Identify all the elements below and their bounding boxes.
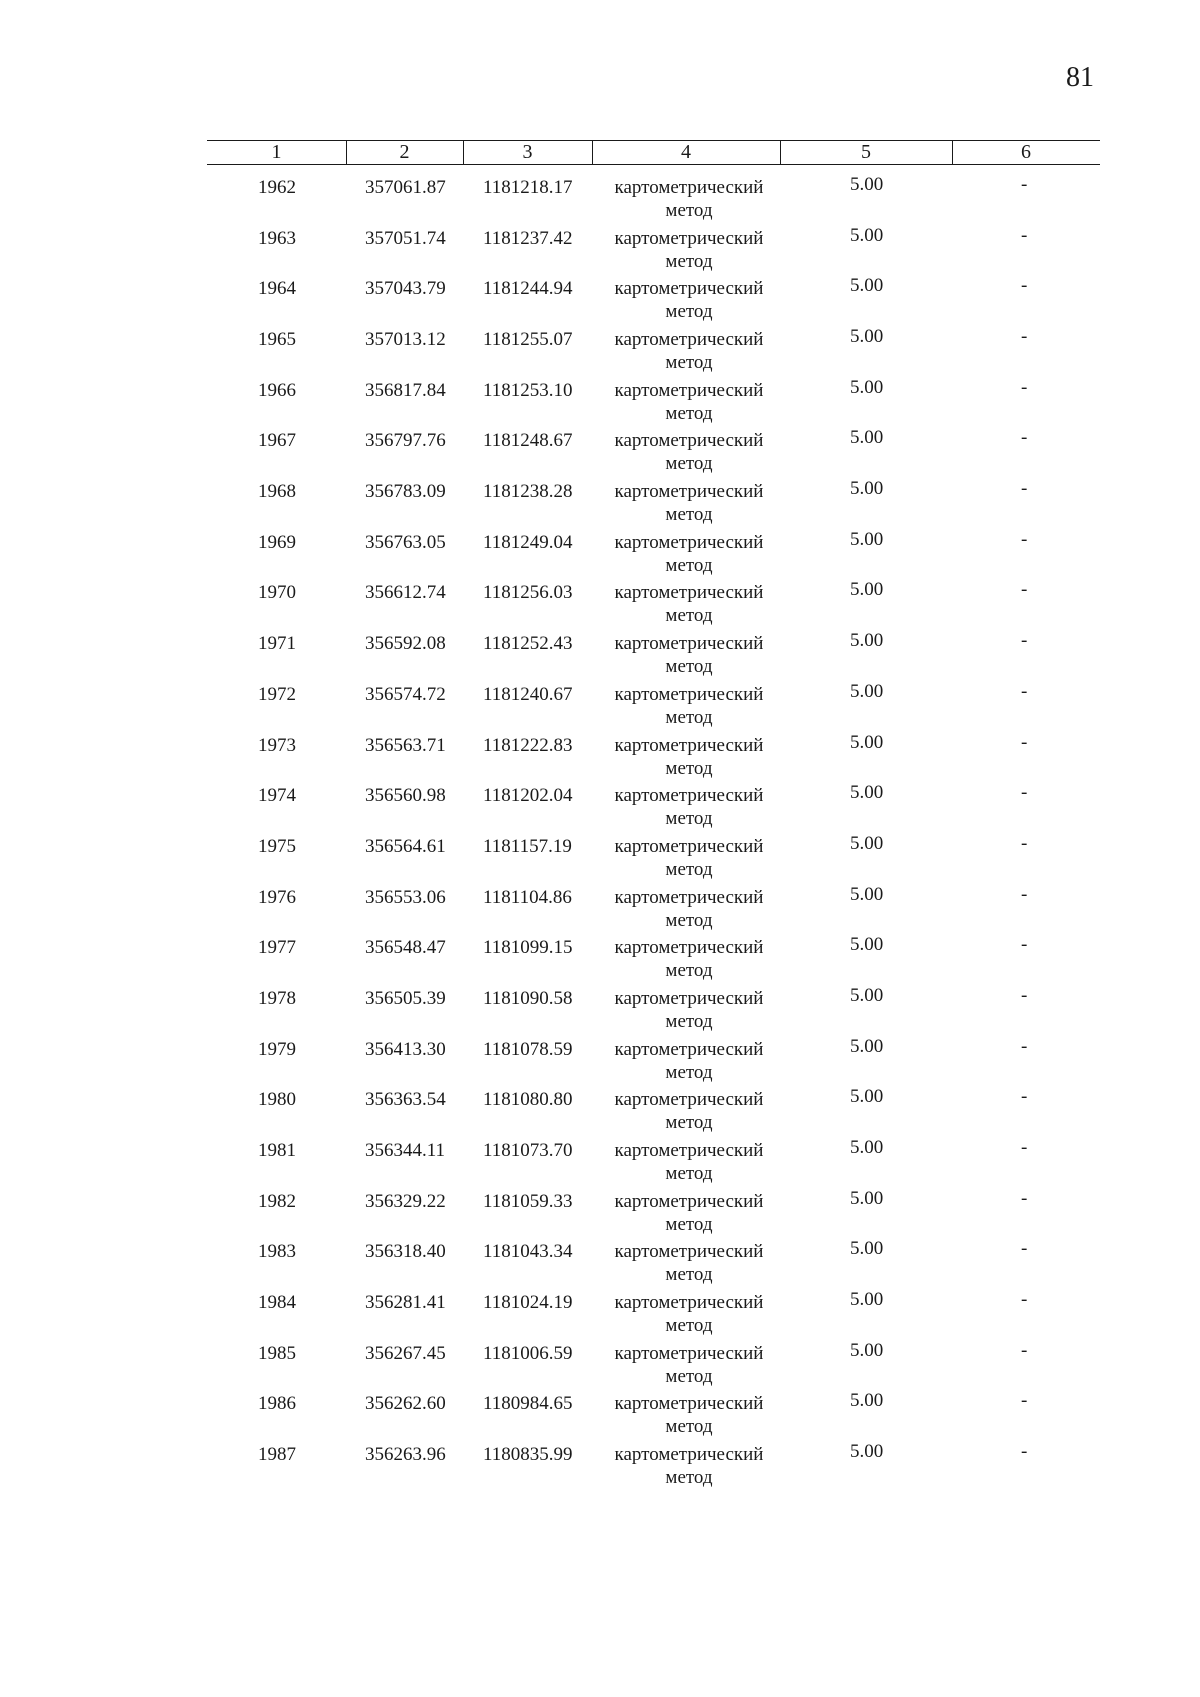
cell-x-coordinate: 357043.79: [365, 278, 446, 300]
cell-note: -: [1021, 478, 1028, 500]
cell-point-number: 1970: [258, 582, 296, 604]
cell-accuracy: 5.00: [850, 984, 884, 1006]
cell-y-coordinate: 1181043.34: [483, 1241, 573, 1263]
column-header-3: 3: [522, 141, 533, 163]
column-header-5: 5: [861, 141, 871, 163]
cell-x-coordinate: 356363.54: [365, 1089, 446, 1111]
cell-method: картометрический метод: [614, 1342, 764, 1387]
cell-point-number: 1962: [258, 177, 296, 198]
cell-y-coordinate: 1180835.99: [483, 1444, 573, 1465]
cell-accuracy: 5.00: [850, 478, 884, 500]
cell-method: картометрический метод: [614, 177, 764, 221]
cell-note: -: [1021, 224, 1028, 246]
cell-method: картометрический метод: [614, 379, 764, 424]
table-row: [0, 936, 1200, 986]
cell-x-coordinate: 356763.05: [365, 531, 446, 553]
cell-note: -: [1021, 680, 1028, 702]
cell-note: -: [1021, 376, 1028, 398]
cell-note: -: [1021, 630, 1028, 652]
cell-point-number: 1964: [258, 278, 296, 300]
table-row: [0, 1136, 1200, 1189]
cell-accuracy: 5.00: [850, 934, 884, 956]
cell-x-coordinate: 356797.76: [365, 430, 446, 452]
cell-note: -: [1021, 731, 1028, 753]
cell-method: картометрический метод: [614, 582, 764, 627]
cell-method: картометрический метод: [614, 430, 764, 475]
cell-method: картометрический метод: [614, 1393, 764, 1438]
cell-accuracy: 5.00: [850, 1136, 884, 1158]
cell-x-coordinate: 356262.60: [365, 1393, 446, 1415]
table-row: [0, 1392, 1200, 1442]
table-row: [0, 731, 1200, 784]
cell-note: -: [1021, 579, 1028, 601]
cell-y-coordinate: 1181006.59: [483, 1342, 573, 1364]
cell-note: -: [1021, 1187, 1028, 1209]
cell-method: картометрический метод: [614, 278, 764, 323]
cell-x-coordinate: 356553.06: [365, 886, 446, 908]
cell-note: -: [1021, 174, 1028, 195]
table-row: [0, 1291, 1200, 1341]
cell-point-number: 1971: [258, 633, 296, 655]
table-row: [0, 224, 1200, 277]
cell-point-number: 1984: [258, 1292, 296, 1313]
cell-note: -: [1021, 1441, 1028, 1462]
cell-x-coordinate: 356560.98: [365, 785, 446, 807]
cell-accuracy: 5.00: [850, 528, 884, 550]
cell-accuracy: 5.00: [850, 174, 884, 195]
table-row: [0, 832, 1200, 885]
cell-y-coordinate: 1181248.67: [483, 430, 573, 452]
cell-method: картометрический метод: [614, 886, 764, 931]
cell-y-coordinate: 1181238.28: [483, 481, 573, 503]
cell-x-coordinate: 357013.12: [365, 329, 446, 350]
cell-note: -: [1021, 275, 1028, 297]
cell-point-number: 1977: [258, 937, 296, 959]
cell-note: -: [1021, 427, 1028, 449]
cell-x-coordinate: 356574.72: [365, 683, 446, 705]
cell-point-number: 1982: [258, 1190, 296, 1212]
table-row: [0, 328, 1200, 378]
cell-accuracy: 5.00: [850, 1187, 884, 1209]
cell-x-coordinate: 356344.11: [365, 1139, 446, 1161]
cell-y-coordinate: 1181218.17: [483, 177, 573, 198]
cell-point-number: 1980: [258, 1089, 296, 1111]
cell-accuracy: 5.00: [850, 579, 884, 601]
cell-point-number: 1965: [258, 329, 296, 350]
cell-method: картометрический метод: [614, 1444, 764, 1488]
cell-method: картометрический метод: [614, 734, 764, 779]
cell-note: -: [1021, 832, 1028, 854]
cell-note: -: [1021, 883, 1028, 905]
cell-accuracy: 5.00: [850, 1339, 884, 1361]
cell-y-coordinate: 1180984.65: [483, 1393, 573, 1415]
cell-note: -: [1021, 1238, 1028, 1260]
table-row: [0, 1443, 1200, 1493]
cell-accuracy: 5.00: [850, 883, 884, 905]
page-number: 81: [1066, 62, 1094, 93]
cell-accuracy: 5.00: [850, 326, 884, 347]
column-header-4: 4: [681, 141, 691, 163]
cell-x-coordinate: 356318.40: [365, 1241, 446, 1263]
table-row: [0, 480, 1200, 530]
cell-y-coordinate: 1181244.94: [483, 278, 573, 300]
cell-note: -: [1021, 1289, 1028, 1310]
cell-method: картометрический метод: [614, 329, 764, 373]
cell-y-coordinate: 1181104.86: [483, 886, 572, 908]
cell-accuracy: 5.00: [850, 376, 884, 398]
cell-method: картометрический метод: [614, 1190, 764, 1235]
cell-method: картометрический метод: [614, 785, 764, 830]
cell-point-number: 1973: [258, 734, 296, 756]
cell-x-coordinate: 357061.87: [365, 177, 446, 198]
cell-y-coordinate: 1181157.19: [483, 835, 572, 857]
cell-point-number: 1963: [258, 227, 296, 249]
table-row: [0, 680, 1200, 733]
cell-y-coordinate: 1181237.42: [483, 227, 573, 249]
cell-point-number: 1978: [258, 987, 296, 1009]
cell-x-coordinate: 356817.84: [365, 379, 446, 401]
cell-method: картометрический метод: [614, 1292, 764, 1336]
cell-x-coordinate: 356281.41: [365, 1292, 446, 1313]
cell-y-coordinate: 1181080.80: [483, 1089, 573, 1111]
cell-x-coordinate: 356413.30: [365, 1038, 446, 1060]
table-row: [0, 1240, 1200, 1290]
cell-point-number: 1981: [258, 1139, 296, 1161]
table-row: [0, 376, 1200, 429]
cell-method: картометрический метод: [614, 937, 764, 982]
cell-y-coordinate: 1181249.04: [483, 531, 573, 553]
cell-method: картометрический метод: [614, 835, 764, 880]
cell-note: -: [1021, 1339, 1028, 1361]
table-row: [0, 883, 1200, 936]
cell-note: -: [1021, 326, 1028, 347]
cell-y-coordinate: 1181202.04: [483, 785, 573, 807]
cell-x-coordinate: 356612.74: [365, 582, 446, 604]
table-row: [0, 528, 1200, 581]
cell-point-number: 1967: [258, 430, 296, 452]
cell-accuracy: 5.00: [850, 1390, 884, 1412]
cell-method: картометрический метод: [614, 531, 764, 576]
column-header-1: 1: [271, 141, 282, 163]
table-row: [0, 429, 1200, 479]
cell-point-number: 1986: [258, 1393, 296, 1415]
cell-method: картометрический метод: [614, 481, 764, 526]
cell-point-number: 1987: [258, 1444, 296, 1465]
cell-accuracy: 5.00: [850, 427, 884, 449]
cell-y-coordinate: 1181222.83: [483, 734, 573, 756]
cell-accuracy: 5.00: [850, 680, 884, 702]
table-row: [0, 176, 1200, 226]
cell-accuracy: 5.00: [850, 1289, 884, 1310]
cell-y-coordinate: 1181253.10: [483, 379, 573, 401]
table-row: [0, 1187, 1200, 1240]
cell-point-number: 1972: [258, 683, 296, 705]
cell-method: картометрический метод: [614, 1089, 764, 1134]
cell-method: картометрический метод: [614, 683, 764, 728]
cell-x-coordinate: 357051.74: [365, 227, 446, 249]
cell-accuracy: 5.00: [850, 731, 884, 753]
cell-y-coordinate: 1181090.58: [483, 987, 573, 1009]
cell-note: -: [1021, 1086, 1028, 1108]
cell-method: картометрический метод: [614, 1139, 764, 1184]
table-row: [0, 632, 1200, 682]
cell-y-coordinate: 1181240.67: [483, 683, 573, 705]
cell-point-number: 1979: [258, 1038, 296, 1060]
table-row: [0, 581, 1200, 631]
cell-y-coordinate: 1181024.19: [483, 1292, 573, 1313]
column-header-6: 6: [1021, 141, 1031, 163]
cell-accuracy: 5.00: [850, 1086, 884, 1108]
cell-method: картометрический метод: [614, 987, 764, 1032]
cell-point-number: 1976: [258, 886, 296, 908]
cell-x-coordinate: 356783.09: [365, 481, 446, 503]
cell-point-number: 1966: [258, 379, 296, 401]
cell-accuracy: 5.00: [850, 1441, 884, 1462]
table-row: [0, 1035, 1200, 1088]
cell-y-coordinate: 1181099.15: [483, 937, 573, 959]
column-header-2: 2: [399, 141, 410, 163]
cell-accuracy: 5.00: [850, 832, 884, 854]
table-row: [0, 1339, 1200, 1392]
cell-accuracy: 5.00: [850, 1238, 884, 1260]
cell-point-number: 1985: [258, 1342, 296, 1364]
cell-point-number: 1968: [258, 481, 296, 503]
cell-accuracy: 5.00: [850, 1035, 884, 1057]
cell-x-coordinate: 356263.96: [365, 1444, 446, 1465]
cell-note: -: [1021, 934, 1028, 956]
cell-accuracy: 5.00: [850, 630, 884, 652]
cell-x-coordinate: 356505.39: [365, 987, 446, 1009]
cell-point-number: 1975: [258, 835, 296, 857]
cell-x-coordinate: 356592.08: [365, 633, 446, 655]
cell-y-coordinate: 1181059.33: [483, 1190, 573, 1212]
cell-method: картометрический метод: [614, 633, 764, 678]
cell-y-coordinate: 1181078.59: [483, 1038, 573, 1060]
cell-note: -: [1021, 782, 1028, 804]
cell-note: -: [1021, 528, 1028, 550]
table-row: [0, 984, 1200, 1037]
cell-method: картометрический метод: [614, 227, 764, 272]
cell-note: -: [1021, 1035, 1028, 1057]
cell-point-number: 1974: [258, 785, 296, 807]
cell-y-coordinate: 1181073.70: [483, 1139, 573, 1161]
cell-method: картометрический метод: [614, 1038, 764, 1083]
cell-note: -: [1021, 984, 1028, 1006]
cell-x-coordinate: 356564.61: [365, 835, 446, 857]
cell-y-coordinate: 1181256.03: [483, 582, 573, 604]
cell-x-coordinate: 356329.22: [365, 1190, 446, 1212]
cell-method: картометрический метод: [614, 1241, 764, 1286]
cell-note: -: [1021, 1136, 1028, 1158]
cell-point-number: 1969: [258, 531, 296, 553]
cell-accuracy: 5.00: [850, 224, 884, 246]
cell-y-coordinate: 1181252.43: [483, 633, 573, 655]
cell-note: -: [1021, 1390, 1028, 1412]
cell-point-number: 1983: [258, 1241, 296, 1263]
cell-x-coordinate: 356548.47: [365, 937, 446, 959]
cell-y-coordinate: 1181255.07: [483, 329, 573, 350]
header-bottom-rule: [207, 164, 1100, 165]
table-row: [0, 784, 1200, 834]
cell-accuracy: 5.00: [850, 275, 884, 297]
cell-x-coordinate: 356563.71: [365, 734, 446, 756]
table-row: [0, 1088, 1200, 1138]
cell-x-coordinate: 356267.45: [365, 1342, 446, 1364]
table-row: [0, 277, 1200, 327]
cell-accuracy: 5.00: [850, 782, 884, 804]
